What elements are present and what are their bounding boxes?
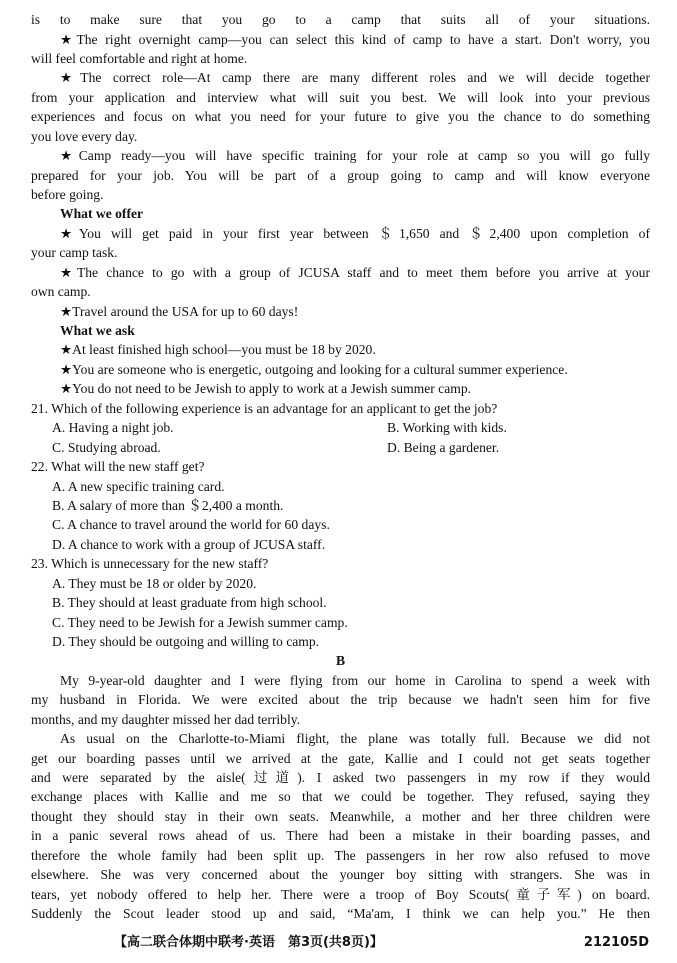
passage-b-heading: B [335, 653, 346, 668]
passage-b-line: in a panic several rows ahead of us. There had been a mistake in their boarding passes, and [31, 828, 650, 843]
question-23-option-b: B. They should at least graduate from high school. [52, 595, 327, 610]
question-22-option-b: B. A salary of more than ＄2,400 a month. [52, 498, 284, 513]
passage-b-line: and were separated by the aisle(过道). I asked two passengers in my row if they would [31, 770, 650, 785]
passage-a-line: is to make sure that you go to a camp that suits all of your situations. [31, 12, 650, 27]
passage-a-line: prepared for your job. You will be part of a group going to camp and will know everyone [31, 168, 650, 183]
passage-a-line: ★You do not need to be Jewish to apply to work at a Jewish summer camp. [60, 381, 472, 396]
question-23-option-a: A. They must be 18 or older by 2020. [52, 576, 257, 591]
passage-a-line: from your application and interview what will suit you best. We will look into your previous [31, 90, 650, 105]
question-21-option-d: D. Being a gardener. [387, 440, 500, 455]
passage-b-line: As usual on the Charlotte-to-Miami flight, the plane was totally full. Because we did not [60, 731, 650, 746]
question-21-option-a: A. Having a night job. [52, 420, 174, 435]
passage-b-line: my husband in Florida. We were excited about the trip because we hadn't seen him for five [31, 692, 650, 707]
passage-a-line: ★At least finished high school—you must be 18 by 2020. [60, 342, 376, 357]
question-21-option-c: C. Studying abroad. [52, 440, 161, 455]
passage-b-line: exchange places with Kallie and me so that we could be together. They refused, saying they [31, 789, 650, 804]
passage-b-line: Suddenly the Scout leader stood up and said, “Ma'am, I think we can help you.” He then [31, 906, 650, 921]
passage-a-line: ★Camp ready—you will have specific training for your role at camp so you will go fully [60, 148, 650, 163]
passage-a-line: own camp. [31, 284, 91, 299]
passage-a-line: ★The correct role—At camp there are many different roles and we will decide together [60, 70, 650, 85]
passage-a-line: ★The right overnight camp—you can select this kind of camp to have a start. Don't worry, you [60, 32, 650, 47]
section-heading-what-we-offer: What we offer [60, 206, 144, 221]
question-21-options-row [52, 438, 650, 458]
page-footer [0, 933, 677, 953]
question-23-option-d: D. They should be outgoing and willing to camp. [52, 634, 320, 649]
passage-b-line: get our boarding passes until we arrived at the gate, Kallie and I could not get seats together [31, 751, 650, 766]
exam-code: 212105D [583, 935, 649, 950]
passage-a-line: experiences and focus on what you need for your future to give you the chance to do something [31, 109, 650, 124]
question-23-stem: 23. Which is unnecessary for the new staff? [31, 556, 269, 571]
passage-a-line: will feel comfortable and right at home. [31, 51, 248, 66]
question-21-options-row [52, 418, 650, 438]
question-22-option-c: C. A chance to travel around the world for 60 days. [52, 517, 330, 532]
passage-b-line: elsewhere. She was very concerned about the younger boy sitting with strangers. She was in [31, 867, 650, 882]
question-21-option-b: B. Working with kids. [387, 420, 507, 435]
question-23-option-c: C. They need to be Jewish for a Jewish summer camp. [52, 615, 348, 630]
passage-b-line: therefore the whole family had been split up. The passengers in her row also refused to move [31, 848, 650, 863]
passage-a-line: ★You are someone who is energetic, outgoing and looking for a cultural summer experience. [60, 362, 568, 377]
passage-b-line: tears, yet nobody offered to help her. There were a troop of Boy Scouts(童子军) on board. [31, 887, 650, 902]
passage-a-line: you love every day. [31, 129, 138, 144]
passage-b-line: thought they should stay in their own seats. Meanwhile, a mother and her three children were [31, 809, 650, 824]
passage-a-line: ★The chance to go with a group of JCUSA staff and to meet them before you arrive at your [60, 265, 650, 280]
question-22-option-a: A. A new specific training card. [52, 479, 225, 494]
passage-a-line: before going. [31, 187, 104, 202]
question-21-stem: 21. Which of the following experience is an advantage for an applicant to get the job? [31, 401, 498, 416]
passage-b-line: My 9-year-old daughter and I were flying from our home in Carolina to spend a week with [60, 673, 650, 688]
passage-a-line: ★Travel around the USA for up to 60 days! [60, 304, 299, 319]
passage-a-line: ★You will get paid in your first year between ＄1,650 and ＄2,400 upon completion of [60, 226, 650, 241]
section-heading-what-we-ask: What we ask [60, 323, 135, 338]
exam-title: 【高二联合体期中联考·英语 第3页(共8页)】 [114, 935, 383, 950]
passage-b-line: months, and my daughter missed her dad terribly. [31, 712, 301, 727]
question-22-stem: 22. What will the new staff get? [31, 459, 205, 474]
question-22-option-d: D. A chance to work with a group of JCUSA staff. [52, 537, 326, 552]
passage-a-line: your camp task. [31, 245, 118, 260]
